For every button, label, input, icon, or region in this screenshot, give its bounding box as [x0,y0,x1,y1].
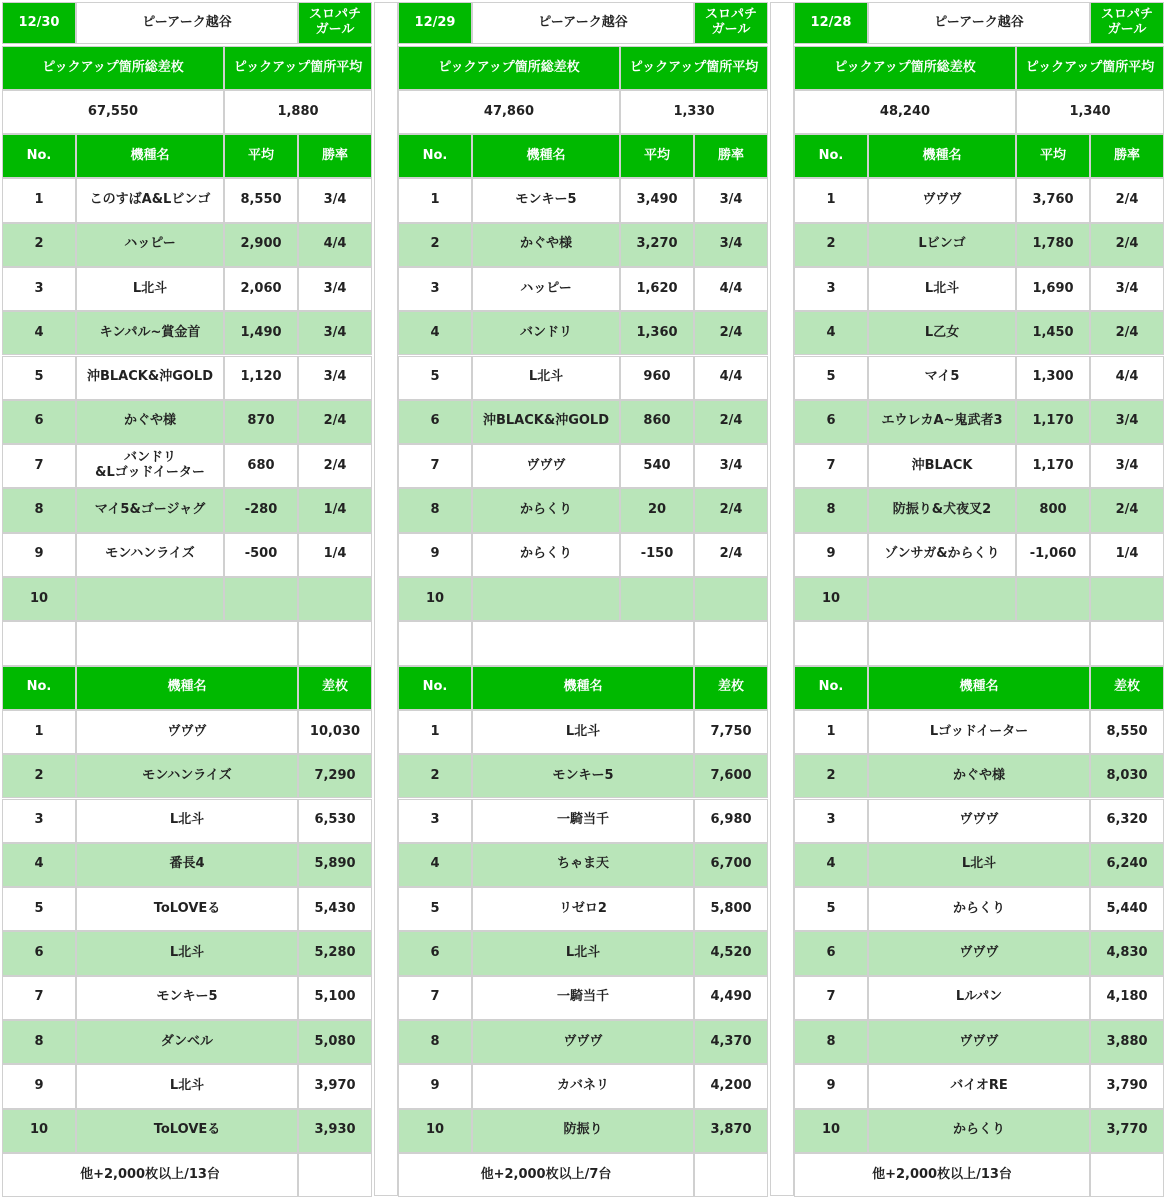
pickup-average [224,577,298,621]
top-machine-name: L北斗 [472,931,694,975]
top-diff: 5,430 [298,887,372,931]
pickup-win-rate: 4/4 [298,223,372,267]
pickup-average: -150 [620,533,694,577]
top-rank: 5 [2,887,76,931]
pickup-rank: 6 [398,400,472,444]
pickup-average: 680 [224,444,298,488]
pickup-machine-name: バンドリ &Lゴッドイーター [76,444,224,488]
top-diff: 4,520 [694,931,768,975]
top-machine-name: ヴヴヴ [472,1020,694,1064]
pickup-machine-name: ヴヴヴ [868,178,1016,222]
pickup-average: 20 [620,488,694,532]
pickup-win-rate: 4/4 [694,356,768,400]
pickup-machine-name: かぐや様 [472,223,620,267]
pickup-win-rate [1090,577,1164,621]
pickup-win-rate: 3/4 [694,223,768,267]
pickup-column-header: 平均 [1016,134,1090,178]
top-machine-name: ダンベル [76,1020,298,1064]
top-machine-name: L北斗 [76,931,298,975]
top-diff: 4,200 [694,1064,768,1108]
spacer-cell [298,621,372,665]
top-diff: 7,290 [298,754,372,798]
top-diff: 5,080 [298,1020,372,1064]
top-column-header: 機種名 [868,666,1090,710]
pickup-machine-name: からくり [472,488,620,532]
pickup-machine-name: L乙女 [868,311,1016,355]
pickup-win-rate: 1/4 [1090,533,1164,577]
top-diff: 3,930 [298,1109,372,1153]
pickup-rank: 1 [2,178,76,222]
top-machine-name: バイオRE [868,1064,1090,1108]
top-machine-name: 一騎当千 [472,976,694,1020]
top-machine-name: Lルパン [868,976,1090,1020]
top-rank: 5 [794,887,868,931]
pickup-machine-name: L北斗 [472,356,620,400]
top-rank: 4 [794,843,868,887]
spacer-cell [472,621,694,665]
pickup-column-header: 勝率 [298,134,372,178]
pickup-win-rate: 2/4 [298,400,372,444]
top-machine-name: モンハンライズ [76,754,298,798]
top-machine-name: ヴヴヴ [868,931,1090,975]
spacer-cell [2,621,76,665]
pickup-average: 800 [1016,488,1090,532]
pickup-column-header: No. [2,134,76,178]
pickup-average: 1,360 [620,311,694,355]
pickup-machine-name: ハッピー [76,223,224,267]
pickup-rank: 6 [2,400,76,444]
top-diff: 5,100 [298,976,372,1020]
brand-label: スロパチ ガール [694,2,768,44]
top-diff: 5,280 [298,931,372,975]
top-rank: 5 [398,887,472,931]
pickup-column-header: No. [794,134,868,178]
top-diff: 6,320 [1090,799,1164,843]
pickup-rank: 7 [2,444,76,488]
pickup-rank: 7 [398,444,472,488]
pickup-average: -500 [224,533,298,577]
top-rank: 10 [398,1109,472,1153]
pickup-average: 860 [620,400,694,444]
pickup-average: 2,900 [224,223,298,267]
top-rank: 1 [2,710,76,754]
pickup-rank: 4 [794,311,868,355]
pickup-win-rate: 3/4 [298,178,372,222]
pickup-win-rate: 3/4 [694,444,768,488]
pickup-win-rate: 3/4 [694,178,768,222]
top-machine-name: ToLOVEる [76,887,298,931]
top-machine-name: からくり [868,887,1090,931]
top-diff: 5,890 [298,843,372,887]
top-rank: 9 [398,1064,472,1108]
pickup-machine-name: 沖BLACK&沖GOLD [472,400,620,444]
pickup-rank: 2 [794,223,868,267]
store-name: ピーアーク越谷 [472,2,694,44]
pickup-average: 1,620 [620,267,694,311]
spacer-cell [694,621,768,665]
pickup-average: 1,490 [224,311,298,355]
pickup-rank: 4 [2,311,76,355]
results-panel [398,0,770,1200]
top-rank: 8 [794,1020,868,1064]
top-diff: 4,490 [694,976,768,1020]
top-column-header: 機種名 [472,666,694,710]
pickup-machine-name: かぐや様 [76,400,224,444]
pickup-win-rate: 2/4 [1090,178,1164,222]
pickup-win-rate: 3/4 [298,311,372,355]
pickup-win-rate: 3/4 [1090,400,1164,444]
pickup-rank: 6 [794,400,868,444]
top-rank: 3 [398,799,472,843]
results-panel [2,0,374,1200]
top-rank: 6 [2,931,76,975]
pickup-machine-name [868,577,1016,621]
panel-separator [374,2,398,1196]
spacer-cell [398,621,472,665]
top-diff: 3,880 [1090,1020,1164,1064]
top-rank: 9 [794,1064,868,1108]
top-diff: 3,790 [1090,1064,1164,1108]
results-panel [794,0,1166,1200]
top-rank: 3 [2,799,76,843]
summary-value: 1,880 [224,90,372,134]
top-column-header: No. [794,666,868,710]
pickup-rank: 10 [398,577,472,621]
pickup-average: 1,120 [224,356,298,400]
top-diff: 4,830 [1090,931,1164,975]
top-rank: 8 [2,1020,76,1064]
pickup-win-rate [298,577,372,621]
pickup-machine-name: マイ5&ゴージャグ [76,488,224,532]
top-machine-name: ヴヴヴ [868,799,1090,843]
pickup-machine-name: マイ5 [868,356,1016,400]
top-machine-name: 防振り [472,1109,694,1153]
top-diff: 6,700 [694,843,768,887]
pickup-column-header: 勝率 [1090,134,1164,178]
pickup-average: -280 [224,488,298,532]
pickup-rank: 9 [794,533,868,577]
pickup-win-rate: 4/4 [1090,356,1164,400]
pickup-rank: 10 [794,577,868,621]
pickup-rank: 9 [398,533,472,577]
pickup-machine-name: このすばA&Lビンゴ [76,178,224,222]
pickup-rank: 7 [794,444,868,488]
pickup-average: 870 [224,400,298,444]
top-diff: 10,030 [298,710,372,754]
top-rank: 7 [2,976,76,1020]
top-diff: 4,370 [694,1020,768,1064]
top-column-header: 差枚 [298,666,372,710]
pickup-average: 1,170 [1016,444,1090,488]
top-diff: 6,980 [694,799,768,843]
top-rank: 7 [794,976,868,1020]
top-diff: 3,970 [298,1064,372,1108]
pickup-machine-name: ヴヴヴ [472,444,620,488]
top-column-header: 差枚 [1090,666,1164,710]
footer-empty [1090,1153,1164,1197]
top-column-header: 機種名 [76,666,298,710]
top-diff: 5,440 [1090,887,1164,931]
top-diff: 8,030 [1090,754,1164,798]
top-machine-name: からくり [868,1109,1090,1153]
pickup-rank: 8 [794,488,868,532]
pickup-column-header: 機種名 [76,134,224,178]
pickup-rank: 10 [2,577,76,621]
store-name: ピーアーク越谷 [76,2,298,44]
pickup-win-rate: 2/4 [298,444,372,488]
summary-value: 48,240 [794,90,1016,134]
top-machine-name: リゼロ2 [472,887,694,931]
pickup-machine-name: L北斗 [868,267,1016,311]
pickup-rank: 8 [398,488,472,532]
spacer-cell [868,621,1090,665]
top-rank: 1 [794,710,868,754]
pickup-win-rate: 1/4 [298,533,372,577]
pickup-machine-name: 沖BLACK&沖GOLD [76,356,224,400]
summary-value: 1,340 [1016,90,1164,134]
top-rank: 8 [398,1020,472,1064]
pickup-machine-name: キンパル~賞金首 [76,311,224,355]
pickup-machine-name [472,577,620,621]
top-machine-name: 一騎当千 [472,799,694,843]
top-rank: 2 [2,754,76,798]
summary-value: 67,550 [2,90,224,134]
pickup-rank: 4 [398,311,472,355]
pickup-machine-name: 防振り&犬夜叉2 [868,488,1016,532]
top-column-header: No. [398,666,472,710]
summary-header: ピックアップ箇所総差枚 [794,46,1016,90]
pickup-average [1016,577,1090,621]
top-rank: 6 [794,931,868,975]
pickup-average: -1,060 [1016,533,1090,577]
pickup-column-header: 勝率 [694,134,768,178]
pickup-win-rate: 3/4 [1090,267,1164,311]
pickup-average: 1,300 [1016,356,1090,400]
top-rank: 7 [398,976,472,1020]
pickup-rank: 5 [2,356,76,400]
top-machine-name: L北斗 [472,710,694,754]
store-name: ピーアーク越谷 [868,2,1090,44]
top-rank: 6 [398,931,472,975]
spacer-cell [794,621,868,665]
pickup-machine-name: 沖BLACK [868,444,1016,488]
summary-header: ピックアップ箇所平均 [620,46,768,90]
summary-header: ピックアップ箇所平均 [1016,46,1164,90]
pickup-machine-name: ハッピー [472,267,620,311]
top-machine-name: モンキー5 [472,754,694,798]
top-machine-name: ヴヴヴ [76,710,298,754]
spacer-cell [76,621,298,665]
top-diff: 6,530 [298,799,372,843]
footer-note: 他+2,000枚以上/13台 [794,1153,1090,1197]
top-rank: 1 [398,710,472,754]
pickup-rank: 2 [398,223,472,267]
pickup-win-rate: 4/4 [694,267,768,311]
pickup-win-rate: 2/4 [1090,223,1164,267]
top-rank: 3 [794,799,868,843]
pickup-average: 1,690 [1016,267,1090,311]
top-diff: 8,550 [1090,710,1164,754]
footer-note: 他+2,000枚以上/13台 [2,1153,298,1197]
summary-header: ピックアップ箇所総差枚 [2,46,224,90]
date-label: 12/29 [398,2,472,44]
top-machine-name: モンキー5 [76,976,298,1020]
pickup-column-header: No. [398,134,472,178]
top-machine-name: L北斗 [76,1064,298,1108]
pickup-machine-name: ゾンサガ&からくり [868,533,1016,577]
top-machine-name: L北斗 [76,799,298,843]
pickup-rank: 3 [794,267,868,311]
top-machine-name: Lゴッドイーター [868,710,1090,754]
pickup-rank: 5 [398,356,472,400]
summary-header: ピックアップ箇所総差枚 [398,46,620,90]
footer-empty [694,1153,768,1197]
pickup-rank: 5 [794,356,868,400]
date-label: 12/30 [2,2,76,44]
pickup-average: 3,760 [1016,178,1090,222]
top-diff: 3,870 [694,1109,768,1153]
pickup-rank: 9 [2,533,76,577]
brand-label: スロパチ ガール [298,2,372,44]
top-rank: 4 [398,843,472,887]
footer-note: 他+2,000枚以上/7台 [398,1153,694,1197]
pickup-rank: 2 [2,223,76,267]
pickup-average: 2,060 [224,267,298,311]
pickup-machine-name: Lビンゴ [868,223,1016,267]
pickup-average: 3,270 [620,223,694,267]
spacer-cell [1090,621,1164,665]
pickup-rank: 1 [794,178,868,222]
pickup-win-rate: 2/4 [1090,488,1164,532]
pickup-average: 1,450 [1016,311,1090,355]
pickup-machine-name: L北斗 [76,267,224,311]
pickup-average: 1,780 [1016,223,1090,267]
top-diff: 7,600 [694,754,768,798]
pickup-win-rate: 3/4 [1090,444,1164,488]
pickup-win-rate [694,577,768,621]
top-rank: 9 [2,1064,76,1108]
pickup-machine-name: エウレカA~鬼武者3 [868,400,1016,444]
top-machine-name: ちゃま天 [472,843,694,887]
top-rank: 10 [794,1109,868,1153]
top-column-header: No. [2,666,76,710]
pickup-win-rate: 2/4 [694,400,768,444]
pickup-column-header: 平均 [224,134,298,178]
pickup-win-rate: 2/4 [1090,311,1164,355]
top-rank: 2 [794,754,868,798]
pickup-rank: 8 [2,488,76,532]
pickup-average [620,577,694,621]
top-diff: 5,800 [694,887,768,931]
pickup-win-rate: 3/4 [298,356,372,400]
summary-value: 47,860 [398,90,620,134]
pickup-average: 3,490 [620,178,694,222]
top-machine-name: ToLOVEる [76,1109,298,1153]
pickup-column-header: 機種名 [868,134,1016,178]
footer-empty [298,1153,372,1197]
top-rank: 4 [2,843,76,887]
top-diff: 7,750 [694,710,768,754]
top-diff: 6,240 [1090,843,1164,887]
pickup-machine-name: モンハンライズ [76,533,224,577]
pickup-machine-name: モンキー5 [472,178,620,222]
date-label: 12/28 [794,2,868,44]
pickup-win-rate: 2/4 [694,533,768,577]
top-machine-name: ヴヴヴ [868,1020,1090,1064]
pickup-win-rate: 3/4 [298,267,372,311]
pickup-machine-name: バンドリ [472,311,620,355]
pickup-machine-name: からくり [472,533,620,577]
top-machine-name: カバネリ [472,1064,694,1108]
top-rank: 2 [398,754,472,798]
top-diff: 4,180 [1090,976,1164,1020]
top-rank: 10 [2,1109,76,1153]
pickup-win-rate: 2/4 [694,311,768,355]
summary-header: ピックアップ箇所平均 [224,46,372,90]
pickup-average: 8,550 [224,178,298,222]
pickup-column-header: 機種名 [472,134,620,178]
pickup-rank: 1 [398,178,472,222]
pickup-average: 960 [620,356,694,400]
top-machine-name: かぐや様 [868,754,1090,798]
pickup-column-header: 平均 [620,134,694,178]
pickup-win-rate: 2/4 [694,488,768,532]
top-machine-name: 番長4 [76,843,298,887]
brand-label: スロパチ ガール [1090,2,1164,44]
top-machine-name: L北斗 [868,843,1090,887]
pickup-average: 1,170 [1016,400,1090,444]
pickup-rank: 3 [2,267,76,311]
panel-separator [770,2,794,1196]
top-column-header: 差枚 [694,666,768,710]
pickup-machine-name [76,577,224,621]
pickup-win-rate: 1/4 [298,488,372,532]
pickup-average: 540 [620,444,694,488]
top-diff: 3,770 [1090,1109,1164,1153]
pickup-rank: 3 [398,267,472,311]
summary-value: 1,330 [620,90,768,134]
